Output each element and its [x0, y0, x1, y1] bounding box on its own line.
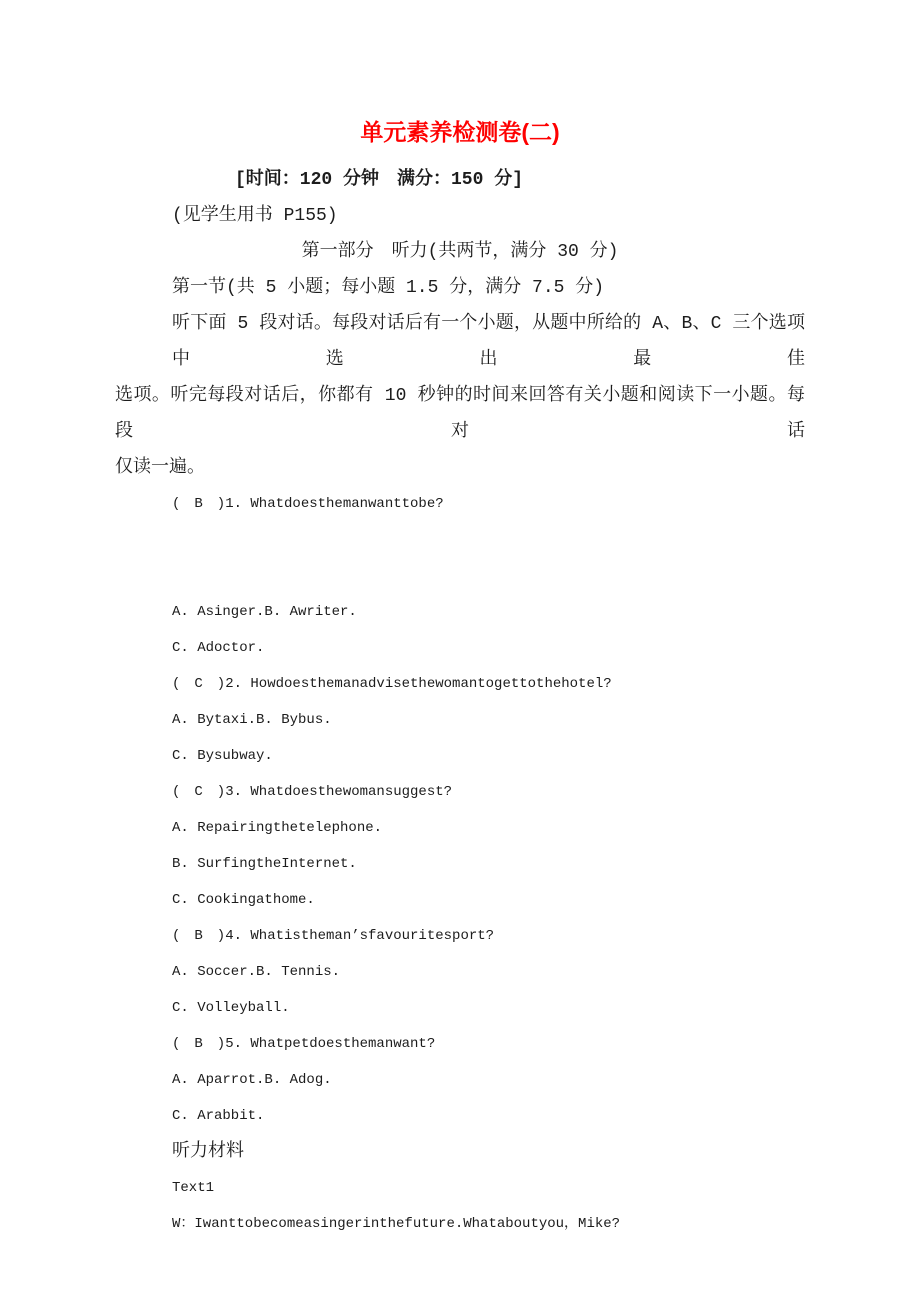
question-1-option-line-ab: A. Asinger.B. Awriter. [172, 604, 357, 620]
dialogue-line-w: W：Iwanttobecomeasingerinthefuture.Whataboutyou，Mike? [172, 1216, 621, 1232]
listening-material-heading: 听力材料 [172, 1142, 244, 1162]
page-title: 单元素养检测卷(二) [360, 119, 560, 145]
question-3-stem: ( C )3. Whatdoesthewomansuggest? [172, 784, 453, 800]
question-4-stem: ( B )4. Whatistheman’sfavouritesport? [172, 928, 495, 944]
question-3-option-line-a: A. Repairingthetelephone. [172, 820, 383, 836]
question-1-stem: ( B )1. Whatdoesthemanwanttobe? [172, 496, 444, 512]
question-5-option-line-ab: A. Aparrot.B. Adog. [172, 1072, 332, 1088]
question-1-option-line-c: C. Adoctor. [172, 640, 265, 656]
part1-heading: 第一部分 听力(共两节，满分 30 分) [301, 242, 619, 262]
question-2-option-line-c: C. Bysubway. [172, 748, 273, 764]
instructions-line-1: 听下面 5 段对话。每段对话后有一个小题，从题中所给的 A、B、C 三个选项中选出最佳 [172, 314, 805, 370]
question-3-option-line-b: B. SurfingtheInternet. [172, 856, 357, 872]
question-4-option-line-ab: A. Soccer.B. Tennis. [172, 964, 341, 980]
question-2-option-line-ab: A. Bytaxi.B. Bybus. [172, 712, 332, 728]
exam-meta-line: [时间：120 分钟 满分：150 分] [235, 170, 524, 190]
question-5-stem: ( B )5. Whatpetdoesthemanwant? [172, 1036, 436, 1052]
instructions-line-2: 选项。听完每段对话后，你都有 10 秒钟的时间来回答有关小题和阅读下一小题。每段对话 [115, 386, 805, 442]
blank-image-placeholder [115, 522, 805, 594]
question-3-option-line-c: C. Cookingathome. [172, 892, 315, 908]
text1-label: Text1 [172, 1180, 215, 1196]
instructions-line-3: 仅读一遍。 [115, 458, 205, 478]
section1-heading: 第一节(共 5 小题；每小题 1.5 分，满分 7.5 分) [172, 278, 605, 298]
question-4-option-line-c: C. Volleyball. [172, 1000, 290, 1016]
question-2-stem: ( C )2. Howdoesthemanadvisethewomantogettothehotel? [172, 676, 612, 692]
student-book-ref: (见学生用书 P155) [172, 206, 338, 226]
question-5-option-line-c: C. Arabbit. [172, 1108, 265, 1124]
